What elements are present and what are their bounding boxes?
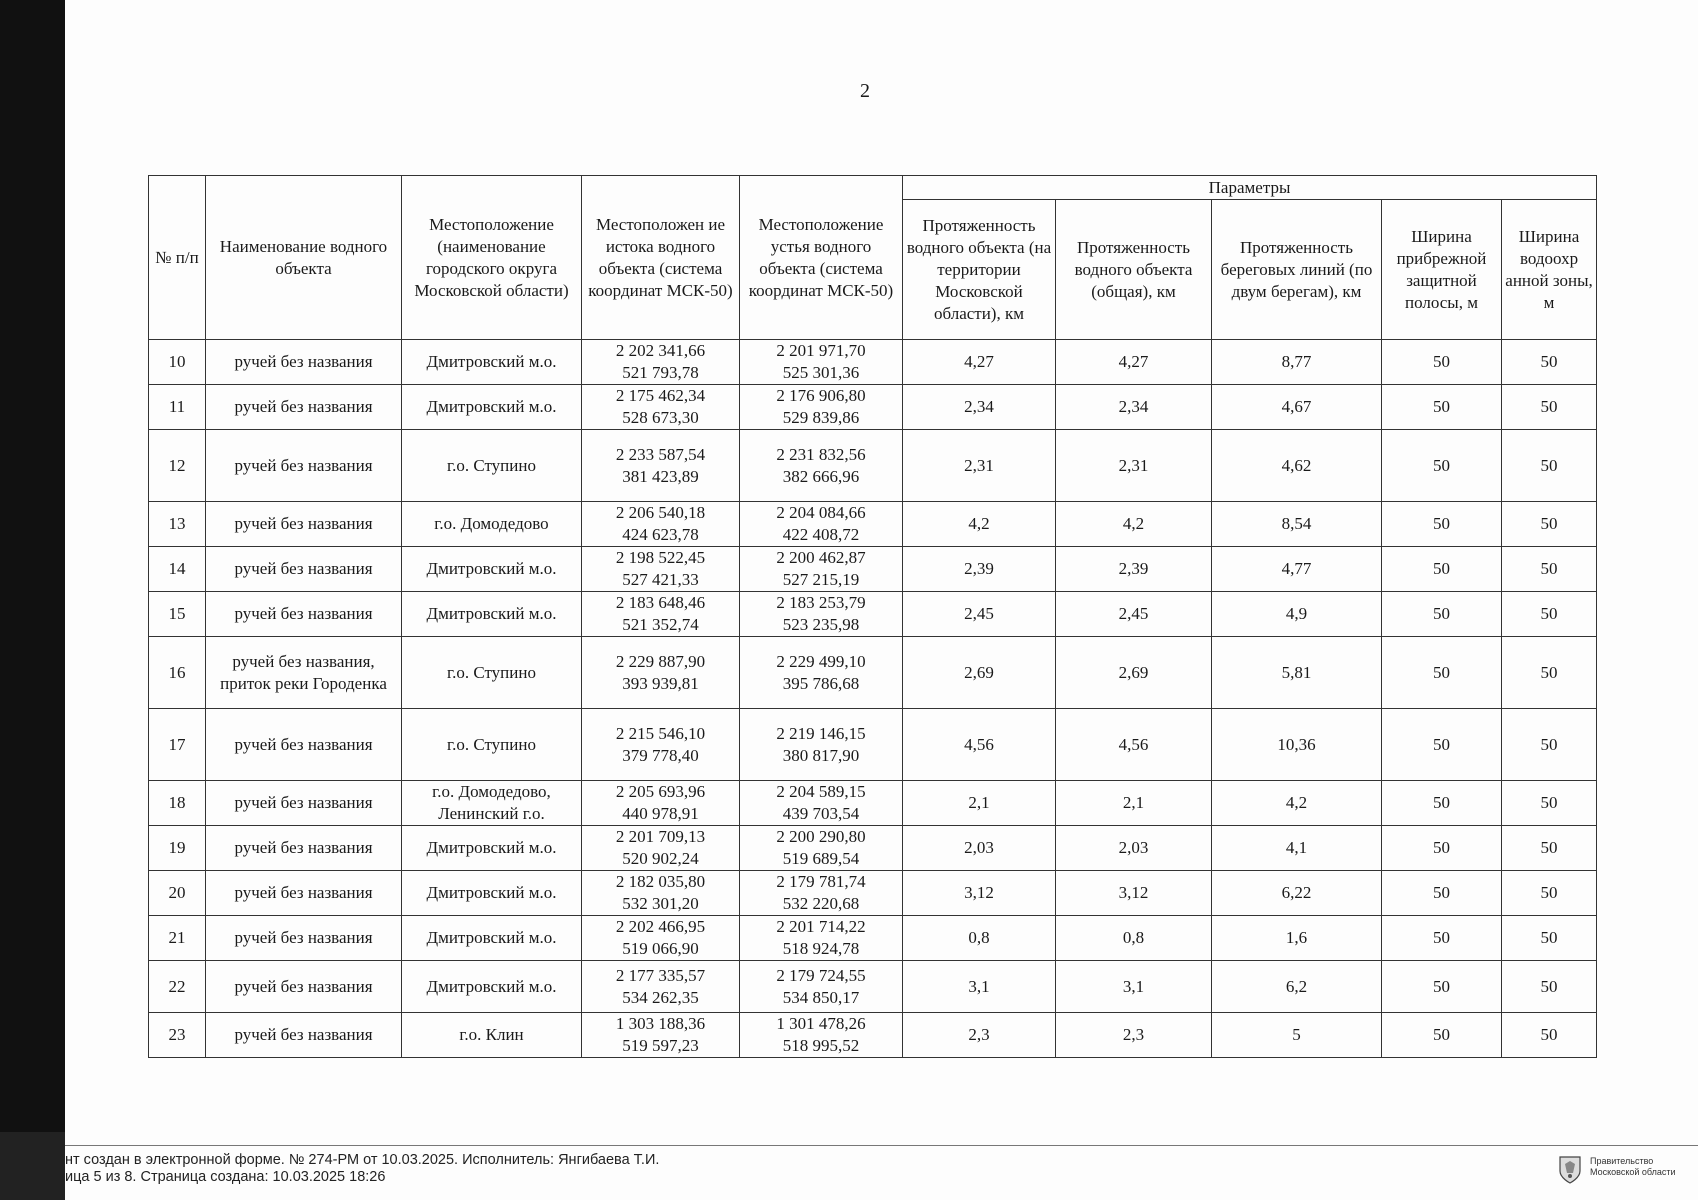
cell-name: ручей без названия: [206, 916, 402, 961]
cell-mouth: [740, 961, 903, 1013]
cell-length-total: 2,3: [1056, 1013, 1212, 1058]
cell-mouth-line: 534 850,17: [782, 987, 860, 1007]
cell-protection-width: 50: [1502, 1013, 1597, 1058]
cell-name: ручей без названия: [206, 385, 402, 430]
cell-source-line: 520 902,24: [622, 849, 699, 868]
cell-source: [582, 430, 740, 502]
cell-num: 15: [149, 592, 206, 637]
cell-source-line: 2 229 887,90: [615, 651, 706, 671]
header-num: № п/п: [149, 176, 206, 340]
cell-shore-length: 10,36: [1212, 709, 1382, 781]
cell-name: ручей без названия: [206, 826, 402, 871]
cell-length-total: 2,31: [1056, 430, 1212, 502]
cell-coastal-width: 50: [1382, 592, 1502, 637]
cell-mouth-line: 2 229 499,10: [776, 651, 866, 671]
page-number: 2: [860, 80, 870, 102]
cell-shore-length: 5,81: [1212, 637, 1382, 709]
cell-location: Дмитровский м.о.: [402, 385, 582, 430]
header-mouth: Местоположение устья водного объекта (система координат МСК-50): [740, 176, 903, 340]
cell-source: [582, 637, 740, 709]
cell-length-region: 2,34: [903, 385, 1056, 430]
cell-name: ручей без названия: [206, 709, 402, 781]
cell-num: 23: [149, 1013, 206, 1058]
table-row: [149, 781, 1597, 826]
header-coastal-width: Ширина прибрежной защитной полосы, м: [1382, 200, 1502, 340]
cell-source: [582, 709, 740, 781]
cell-mouth-line: 529 839,86: [782, 408, 860, 427]
gov-mark-line-2: Московской области: [1590, 1167, 1676, 1177]
cell-length-total: 2,03: [1056, 826, 1212, 871]
cell-location: Дмитровский м.о.: [402, 592, 582, 637]
cell-source-line: 2 206 540,18: [615, 503, 706, 522]
cell-source-line: 393 939,81: [622, 673, 699, 693]
cell-length-total: 2,45: [1056, 592, 1212, 637]
cell-shore-length: 4,62: [1212, 430, 1382, 502]
cell-num: 10: [149, 340, 206, 385]
header-name: Наименование водного объекта: [206, 176, 402, 340]
cell-length-total: 3,1: [1056, 961, 1212, 1013]
cell-coastal-width: 50: [1382, 430, 1502, 502]
cell-protection-width: 50: [1502, 340, 1597, 385]
cell-coastal-width: 50: [1382, 709, 1502, 781]
cell-protection-width: 50: [1502, 781, 1597, 826]
cell-name: ручей без названия: [206, 781, 402, 826]
cell-source-line: 2 175 462,34: [615, 386, 706, 405]
cell-source-line: 532 301,20: [622, 894, 699, 913]
cell-num: 17: [149, 709, 206, 781]
cell-mouth: [740, 709, 903, 781]
cell-location: Дмитровский м.о.: [402, 826, 582, 871]
header-source: Местоположен ие истока водного объекта (система координат МСК-50): [582, 176, 740, 340]
cell-source: [582, 547, 740, 592]
cell-location: г.о. Домодедово: [402, 502, 582, 547]
cell-source: [582, 592, 740, 637]
cell-source: [582, 781, 740, 826]
cell-coastal-width: 50: [1382, 826, 1502, 871]
cell-num: 22: [149, 961, 206, 1013]
cell-mouth-line: 525 301,36: [782, 363, 860, 382]
header-protection-width: Ширина водоохр анной зоны, м: [1502, 200, 1597, 340]
cell-protection-width: 50: [1502, 871, 1597, 916]
cell-mouth: [740, 340, 903, 385]
table-row: [149, 547, 1597, 592]
cell-length-region: 0,8: [903, 916, 1056, 961]
cell-mouth-line: 2 176 906,80: [776, 386, 866, 405]
cell-protection-width: 50: [1502, 709, 1597, 781]
table-row: [149, 592, 1597, 637]
cell-mouth-line: 2 219 146,15: [776, 723, 866, 743]
cell-mouth-line: 2 183 253,79: [776, 593, 866, 612]
cell-protection-width: 50: [1502, 385, 1597, 430]
cell-name: ручей без названия: [206, 502, 402, 547]
cell-protection-width: 50: [1502, 592, 1597, 637]
cell-source-line: 2 177 335,57: [615, 965, 706, 985]
cell-protection-width: 50: [1502, 826, 1597, 871]
cell-mouth-line: 518 924,78: [782, 939, 860, 958]
cell-mouth: [740, 430, 903, 502]
cell-shore-length: 6,22: [1212, 871, 1382, 916]
scan-border-gap: [0, 1132, 65, 1200]
cell-source-line: 519 066,90: [622, 939, 699, 958]
cell-length-region: 2,31: [903, 430, 1056, 502]
cell-length-total: 3,12: [1056, 871, 1212, 916]
cell-source: [582, 826, 740, 871]
cell-name: ручей без названия: [206, 871, 402, 916]
cell-source-line: 519 597,23: [622, 1036, 699, 1055]
cell-mouth: [740, 871, 903, 916]
cell-length-total: 4,2: [1056, 502, 1212, 547]
cell-mouth: [740, 385, 903, 430]
footer-line-2: ица 5 из 8. Страница создана: 10.03.2025 18:26: [65, 1169, 386, 1185]
cell-length-region: 3,1: [903, 961, 1056, 1013]
cell-protection-width: 50: [1502, 916, 1597, 961]
cell-shore-length: 4,77: [1212, 547, 1382, 592]
cell-mouth-line: 2 179 781,74: [776, 872, 866, 891]
header-location: Местоположение (наименование городского округа Московской области): [402, 176, 582, 340]
cell-mouth-line: 2 231 832,56: [776, 444, 866, 464]
cell-source-line: 1 303 188,36: [615, 1014, 706, 1033]
cell-num: 14: [149, 547, 206, 592]
water-objects-table: [148, 175, 1597, 1058]
footer-line-1: нт создан в электронной форме. № 274-РМ от 10.03.2025. Исполнитель: Янгибаева Т.И.: [65, 1152, 660, 1168]
cell-num: 19: [149, 826, 206, 871]
cell-mouth: [740, 781, 903, 826]
cell-mouth-line: 439 703,54: [782, 804, 860, 823]
cell-source: [582, 340, 740, 385]
cell-mouth: [740, 502, 903, 547]
cell-source-line: 2 183 648,46: [615, 593, 706, 612]
cell-mouth-line: 382 666,96: [782, 466, 860, 486]
cell-name: ручей без названия, приток реки Городенка: [206, 637, 402, 709]
cell-num: 12: [149, 430, 206, 502]
cell-length-total: 4,27: [1056, 340, 1212, 385]
table-row: [149, 637, 1597, 709]
cell-length-region: 4,56: [903, 709, 1056, 781]
cell-length-total: 4,56: [1056, 709, 1212, 781]
cell-source-line: 2 233 587,54: [615, 444, 706, 464]
cell-shore-length: 4,9: [1212, 592, 1382, 637]
cell-name: ручей без названия: [206, 592, 402, 637]
cell-length-region: 2,03: [903, 826, 1056, 871]
cell-location: Дмитровский м.о.: [402, 547, 582, 592]
cell-protection-width: 50: [1502, 430, 1597, 502]
cell-shore-length: 8,54: [1212, 502, 1382, 547]
cell-location: г.о. Ступино: [402, 637, 582, 709]
cell-length-region: 3,12: [903, 871, 1056, 916]
table-row: [149, 502, 1597, 547]
cell-num: 21: [149, 916, 206, 961]
cell-coastal-width: 50: [1382, 871, 1502, 916]
cell-length-total: 2,69: [1056, 637, 1212, 709]
cell-location: Дмитровский м.о.: [402, 961, 582, 1013]
cell-coastal-width: 50: [1382, 547, 1502, 592]
footer: [65, 1145, 1698, 1201]
cell-coastal-width: 50: [1382, 781, 1502, 826]
cell-source-line: 528 673,30: [622, 408, 699, 427]
cell-coastal-width: 50: [1382, 1013, 1502, 1058]
cell-mouth: [740, 826, 903, 871]
table-row: [149, 709, 1597, 781]
cell-mouth-line: 2 201 971,70: [776, 341, 866, 360]
cell-source-line: 2 198 522,45: [615, 548, 706, 567]
cell-coastal-width: 50: [1382, 916, 1502, 961]
cell-mouth: [740, 916, 903, 961]
cell-mouth-line: 2 179 724,55: [776, 965, 866, 985]
cell-shore-length: 4,2: [1212, 781, 1382, 826]
cell-source: [582, 502, 740, 547]
cell-mouth-line: 532 220,68: [782, 894, 860, 913]
cell-protection-width: 50: [1502, 637, 1597, 709]
cell-shore-length: 4,1: [1212, 826, 1382, 871]
cell-mouth-line: 527 215,19: [782, 570, 860, 589]
cell-coastal-width: 50: [1382, 637, 1502, 709]
table-row: [149, 826, 1597, 871]
cell-mouth-line: 2 204 589,15: [776, 782, 866, 801]
header-row-1: [149, 176, 1597, 200]
cell-shore-length: 1,6: [1212, 916, 1382, 961]
cell-source: [582, 385, 740, 430]
cell-source-line: 440 978,91: [622, 804, 699, 823]
table-row: [149, 385, 1597, 430]
cell-coastal-width: 50: [1382, 340, 1502, 385]
cell-name: ручей без названия: [206, 340, 402, 385]
table-row: [149, 961, 1597, 1013]
cell-source: [582, 871, 740, 916]
cell-protection-width: 50: [1502, 547, 1597, 592]
cell-length-region: 2,1: [903, 781, 1056, 826]
cell-location: Дмитровский м.о.: [402, 871, 582, 916]
cell-mouth-line: 518 995,52: [782, 1036, 860, 1055]
cell-mouth-line: 395 786,68: [782, 673, 860, 693]
header-length-region: Протяженность водного объекта (на территории Московской области), км: [903, 200, 1056, 340]
table-row: [149, 1013, 1597, 1058]
cell-coastal-width: 50: [1382, 961, 1502, 1013]
cell-mouth-line: 523 235,98: [782, 615, 860, 634]
cell-length-region: 2,45: [903, 592, 1056, 637]
cell-source-line: 2 215 546,10: [615, 723, 706, 743]
cell-length-region: 2,39: [903, 547, 1056, 592]
cell-num: 16: [149, 637, 206, 709]
cell-length-region: 2,3: [903, 1013, 1056, 1058]
cell-length-total: 0,8: [1056, 916, 1212, 961]
cell-location: г.о. Ступино: [402, 430, 582, 502]
table-row: [149, 871, 1597, 916]
table-row: [149, 340, 1597, 385]
cell-coastal-width: 50: [1382, 502, 1502, 547]
cell-protection-width: 50: [1502, 502, 1597, 547]
cell-mouth: [740, 637, 903, 709]
cell-coastal-width: 50: [1382, 385, 1502, 430]
coat-of-arms-icon: [1558, 1155, 1582, 1185]
cell-source-line: 2 202 341,66: [615, 341, 706, 360]
cell-mouth-line: 2 201 714,22: [776, 917, 866, 936]
cell-name: ручей без названия: [206, 547, 402, 592]
cell-mouth-line: 2 200 462,87: [776, 548, 866, 567]
cell-source-line: 521 352,74: [622, 615, 699, 634]
cell-length-total: 2,39: [1056, 547, 1212, 592]
cell-source-line: 381 423,89: [622, 466, 699, 486]
cell-source-line: 2 205 693,96: [615, 782, 706, 801]
gov-mark-text: [1590, 1156, 1676, 1178]
cell-source-line: 424 623,78: [622, 525, 699, 544]
cell-source-line: 2 202 466,95: [615, 917, 706, 936]
header-params: Параметры: [903, 176, 1597, 200]
cell-mouth-line: 1 301 478,26: [776, 1014, 866, 1033]
cell-num: 13: [149, 502, 206, 547]
cell-mouth-line: 380 817,90: [782, 745, 860, 765]
header-shore-length: Протяженность береговых линий (по двум берегам), км: [1212, 200, 1382, 340]
table-row: [149, 916, 1597, 961]
cell-length-total: 2,1: [1056, 781, 1212, 826]
cell-mouth-line: 422 408,72: [782, 525, 860, 544]
scan-border: [0, 0, 65, 1200]
cell-source: [582, 961, 740, 1013]
cell-mouth: [740, 1013, 903, 1058]
cell-name: ручей без названия: [206, 430, 402, 502]
cell-shore-length: 5: [1212, 1013, 1382, 1058]
cell-shore-length: 8,77: [1212, 340, 1382, 385]
cell-location: Дмитровский м.о.: [402, 340, 582, 385]
cell-source: [582, 916, 740, 961]
cell-location: Дмитровский м.о.: [402, 916, 582, 961]
cell-mouth: [740, 592, 903, 637]
cell-name: ручей без названия: [206, 961, 402, 1013]
table-row: [149, 430, 1597, 502]
cell-mouth-line: 2 200 290,80: [776, 827, 866, 846]
cell-mouth-line: 519 689,54: [782, 849, 860, 868]
cell-location: г.о. Клин: [402, 1013, 582, 1058]
cell-mouth-line: 2 204 084,66: [776, 503, 866, 522]
cell-protection-width: 50: [1502, 961, 1597, 1013]
cell-num: 11: [149, 385, 206, 430]
cell-location: г.о. Домодедово, Ленинский г.о.: [402, 781, 582, 826]
cell-source-line: 521 793,78: [622, 363, 699, 382]
cell-length-region: 4,27: [903, 340, 1056, 385]
cell-source: [582, 1013, 740, 1058]
cell-shore-length: 6,2: [1212, 961, 1382, 1013]
cell-name: ручей без названия: [206, 1013, 402, 1058]
cell-length-region: 2,69: [903, 637, 1056, 709]
gov-mark-line-1: Правительство: [1590, 1156, 1654, 1166]
cell-source-line: 2 182 035,80: [615, 872, 706, 891]
cell-length-total: 2,34: [1056, 385, 1212, 430]
cell-mouth: [740, 547, 903, 592]
cell-location: г.о. Ступино: [402, 709, 582, 781]
cell-num: 18: [149, 781, 206, 826]
cell-source-line: 534 262,35: [622, 987, 699, 1007]
cell-source-line: 527 421,33: [622, 570, 699, 589]
cell-num: 20: [149, 871, 206, 916]
cell-length-region: 4,2: [903, 502, 1056, 547]
header-length-total: Протяженность водного объекта (общая), км: [1056, 200, 1212, 340]
cell-source-line: 2 201 709,13: [615, 827, 706, 846]
table-body: [149, 340, 1597, 1058]
cell-source-line: 379 778,40: [622, 745, 699, 765]
cell-shore-length: 4,67: [1212, 385, 1382, 430]
